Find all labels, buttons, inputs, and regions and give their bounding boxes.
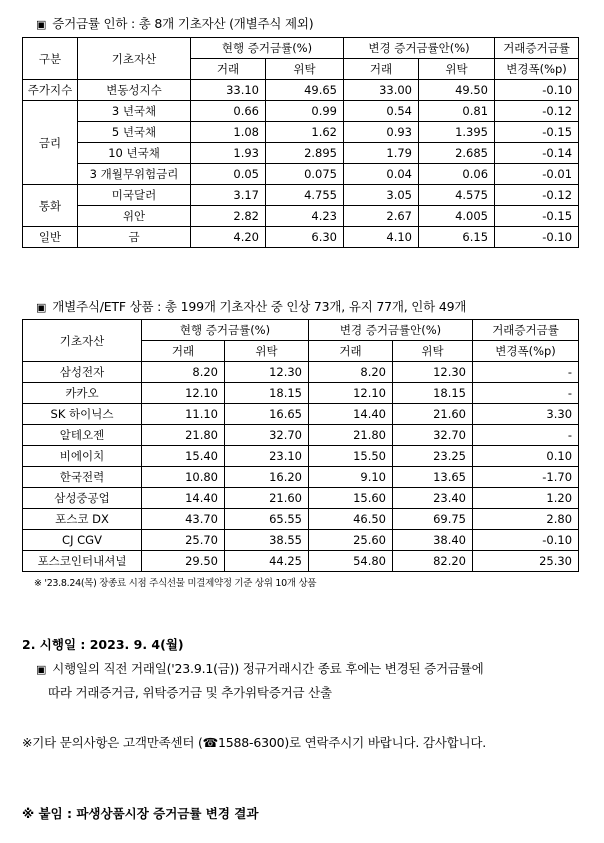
cur-consign-cell: 49.65: [266, 80, 344, 101]
header-category: 구분: [23, 38, 78, 80]
cur-consign-cell: 18.15: [225, 383, 309, 404]
category-cell: 일반: [23, 227, 78, 248]
change-cell: -: [473, 383, 579, 404]
attachment-notice: ※ 붙임 : 파생상품시장 증거금률 변경 결과: [22, 806, 259, 821]
asset-cell: 카카오: [23, 383, 142, 404]
new-consign-cell: 6.15: [419, 227, 495, 248]
change-cell: 2.80: [473, 509, 579, 530]
new-trade-cell: 25.60: [309, 530, 393, 551]
asset-cell: 한국전력: [23, 467, 142, 488]
asset-cell: 5 년국채: [78, 122, 191, 143]
cur-consign-cell: 6.30: [266, 227, 344, 248]
cur-trade-cell: 21.80: [142, 425, 225, 446]
cur-consign-cell: 65.55: [225, 509, 309, 530]
new-consign-cell: 0.06: [419, 164, 495, 185]
new-consign-cell: 69.75: [393, 509, 473, 530]
new-trade-cell: 15.60: [309, 488, 393, 509]
new-consign-cell: 2.685: [419, 143, 495, 164]
new-consign-cell: 1.395: [419, 122, 495, 143]
cur-consign-cell: 38.55: [225, 530, 309, 551]
effective-line-1: [36, 659, 484, 677]
new-consign-cell: 0.81: [419, 101, 495, 122]
new-consign-cell: 18.15: [393, 383, 473, 404]
new-trade-cell: 4.10: [344, 227, 419, 248]
header-new-trade: 거래: [309, 341, 393, 362]
header-change-1: 거래증거금률: [495, 38, 579, 59]
margin-table-underlying: [22, 37, 579, 248]
new-consign-cell: 23.40: [393, 488, 473, 509]
cur-consign-cell: 16.20: [225, 467, 309, 488]
cur-trade-cell: 0.66: [191, 101, 266, 122]
change-cell: -0.12: [495, 101, 579, 122]
asset-cell: 삼성중공업: [23, 488, 142, 509]
cur-trade-cell: 1.08: [191, 122, 266, 143]
asset-cell: 비에이치: [23, 446, 142, 467]
section1-title: [36, 14, 314, 32]
change-cell: -0.10: [495, 227, 579, 248]
table-row: [23, 362, 579, 383]
cur-trade-cell: 12.10: [142, 383, 225, 404]
asset-cell: 10 년국채: [78, 143, 191, 164]
new-trade-cell: 21.80: [309, 425, 393, 446]
change-cell: -: [473, 362, 579, 383]
cur-consign-cell: 32.70: [225, 425, 309, 446]
header-cur-trade: 거래: [191, 59, 266, 80]
new-consign-cell: 38.40: [393, 530, 473, 551]
cur-consign-cell: 4.755: [266, 185, 344, 206]
change-cell: -1.70: [473, 467, 579, 488]
category-cell: 금리: [23, 101, 78, 185]
cur-consign-cell: 16.65: [225, 404, 309, 425]
new-consign-cell: 49.50: [419, 80, 495, 101]
category-cell: 통화: [23, 185, 78, 227]
table-row: [23, 80, 579, 101]
effective-line-1-text: 시행일의 직전 거래일('23.9.1(금)) 정규거래시간 종료 후에는 변경된 증거금률에: [52, 661, 484, 676]
cur-consign-cell: 0.075: [266, 164, 344, 185]
header-changed: 변경 증거금률안(%): [344, 38, 495, 59]
new-trade-cell: 1.79: [344, 143, 419, 164]
asset-cell: 3 개월무위험금리: [78, 164, 191, 185]
table-row: [23, 227, 579, 248]
cur-trade-cell: 33.10: [191, 80, 266, 101]
bullet-square-icon: ▣: [36, 18, 47, 31]
change-cell: -: [473, 425, 579, 446]
header-underlying: 기초자산: [23, 320, 142, 362]
header-cur-consign: 위탁: [225, 341, 309, 362]
new-consign-cell: 4.575: [419, 185, 495, 206]
margin-table-stocks: [22, 319, 579, 572]
change-cell: -0.15: [495, 206, 579, 227]
new-trade-cell: 14.40: [309, 404, 393, 425]
table-row: [23, 530, 579, 551]
cur-trade-cell: 1.93: [191, 143, 266, 164]
section2-title-text: 개별주식/ETF 상품 : 총 199개 기초자산 중 인상 73개, 유지 77개, 인하 49개: [52, 299, 467, 314]
cur-trade-cell: 11.10: [142, 404, 225, 425]
new-trade-cell: 8.20: [309, 362, 393, 383]
header-change-1: 거래증거금률: [473, 320, 579, 341]
change-cell: 1.20: [473, 488, 579, 509]
category-cell: 주가지수: [23, 80, 78, 101]
header-new-consign: 위탁: [393, 341, 473, 362]
change-cell: -0.01: [495, 164, 579, 185]
cur-trade-cell: 0.05: [191, 164, 266, 185]
table-row: [23, 509, 579, 530]
table-row: [23, 206, 579, 227]
table-row: [23, 185, 579, 206]
new-trade-cell: 0.54: [344, 101, 419, 122]
cur-trade-cell: 8.20: [142, 362, 225, 383]
cur-trade-cell: 15.40: [142, 446, 225, 467]
change-cell: 25.30: [473, 551, 579, 572]
table-row: [23, 467, 579, 488]
header-changed: 변경 증거금률안(%): [309, 320, 473, 341]
table-row: [23, 425, 579, 446]
new-consign-cell: 4.005: [419, 206, 495, 227]
change-cell: -0.10: [473, 530, 579, 551]
asset-cell: 위안: [78, 206, 191, 227]
cur-trade-cell: 25.70: [142, 530, 225, 551]
cur-trade-cell: 3.17: [191, 185, 266, 206]
table-footnote: ※ '23.8.24(목) 장종료 시점 주식선물 미결제약정 기준 상위 10개 상품: [34, 578, 317, 589]
table-row: [23, 446, 579, 467]
new-trade-cell: 2.67: [344, 206, 419, 227]
cur-consign-cell: 12.30: [225, 362, 309, 383]
new-trade-cell: 33.00: [344, 80, 419, 101]
section2-title: [36, 297, 466, 315]
header-current: 현행 증거금률(%): [191, 38, 344, 59]
cur-consign-cell: 44.25: [225, 551, 309, 572]
change-cell: 3.30: [473, 404, 579, 425]
section1-title-text: 증거금률 인하 : 총 8개 기초자산 (개별주식 제외): [52, 16, 314, 31]
asset-cell: SK 하이닉스: [23, 404, 142, 425]
new-trade-cell: 0.93: [344, 122, 419, 143]
new-trade-cell: 12.10: [309, 383, 393, 404]
new-consign-cell: 12.30: [393, 362, 473, 383]
cur-trade-cell: 14.40: [142, 488, 225, 509]
cur-consign-cell: 0.99: [266, 101, 344, 122]
header-new-consign: 위탁: [419, 59, 495, 80]
asset-cell: 3 년국채: [78, 101, 191, 122]
header-change-2: 변경폭(%p): [495, 59, 579, 80]
asset-cell: 포스코 DX: [23, 509, 142, 530]
cur-consign-cell: 21.60: [225, 488, 309, 509]
header-current: 현행 증거금률(%): [142, 320, 309, 341]
table-row: [23, 101, 579, 122]
asset-cell: 포스코인터내셔널: [23, 551, 142, 572]
header-cur-trade: 거래: [142, 341, 225, 362]
cur-trade-cell: 4.20: [191, 227, 266, 248]
new-consign-cell: 82.20: [393, 551, 473, 572]
cur-trade-cell: 29.50: [142, 551, 225, 572]
effective-date-heading: 2. 시행일 : 2023. 9. 4(월): [22, 637, 184, 652]
asset-cell: CJ CGV: [23, 530, 142, 551]
table-row: [23, 404, 579, 425]
new-trade-cell: 46.50: [309, 509, 393, 530]
header-cur-consign: 위탁: [266, 59, 344, 80]
table-row: [23, 164, 579, 185]
table-row: [23, 122, 579, 143]
cur-consign-cell: 4.23: [266, 206, 344, 227]
new-consign-cell: 13.65: [393, 467, 473, 488]
new-trade-cell: 54.80: [309, 551, 393, 572]
effective-line-2: 따라 거래증거금, 위탁증거금 및 추가위탁증거금 산출: [48, 685, 332, 700]
table-row: [23, 488, 579, 509]
cur-consign-cell: 23.10: [225, 446, 309, 467]
contact-notice: ※기타 문의사항은 고객만족센터 (☎1588-6300)로 연락주시기 바랍니다. 감사합니다.: [22, 735, 487, 750]
change-cell: -0.14: [495, 143, 579, 164]
cur-consign-cell: 2.895: [266, 143, 344, 164]
cur-consign-cell: 1.62: [266, 122, 344, 143]
new-consign-cell: 23.25: [393, 446, 473, 467]
new-trade-cell: 3.05: [344, 185, 419, 206]
new-consign-cell: 32.70: [393, 425, 473, 446]
asset-cell: 금: [78, 227, 191, 248]
bullet-square-icon: ▣: [36, 663, 47, 676]
table-row: [23, 383, 579, 404]
header-change-2: 변경폭(%p): [473, 341, 579, 362]
change-cell: -0.15: [495, 122, 579, 143]
cur-trade-cell: 10.80: [142, 467, 225, 488]
new-consign-cell: 21.60: [393, 404, 473, 425]
table-row: [23, 143, 579, 164]
change-cell: -0.12: [495, 185, 579, 206]
asset-cell: 삼성전자: [23, 362, 142, 383]
change-cell: 0.10: [473, 446, 579, 467]
change-cell: -0.10: [495, 80, 579, 101]
bullet-square-icon: ▣: [36, 301, 47, 314]
table-row: [23, 551, 579, 572]
new-trade-cell: 9.10: [309, 467, 393, 488]
new-trade-cell: 15.50: [309, 446, 393, 467]
header-underlying: 기초자산: [78, 38, 191, 80]
cur-trade-cell: 43.70: [142, 509, 225, 530]
cur-trade-cell: 2.82: [191, 206, 266, 227]
asset-cell: 알테오젠: [23, 425, 142, 446]
asset-cell: 미국달러: [78, 185, 191, 206]
asset-cell: 변동성지수: [78, 80, 191, 101]
new-trade-cell: 0.04: [344, 164, 419, 185]
header-new-trade: 거래: [344, 59, 419, 80]
